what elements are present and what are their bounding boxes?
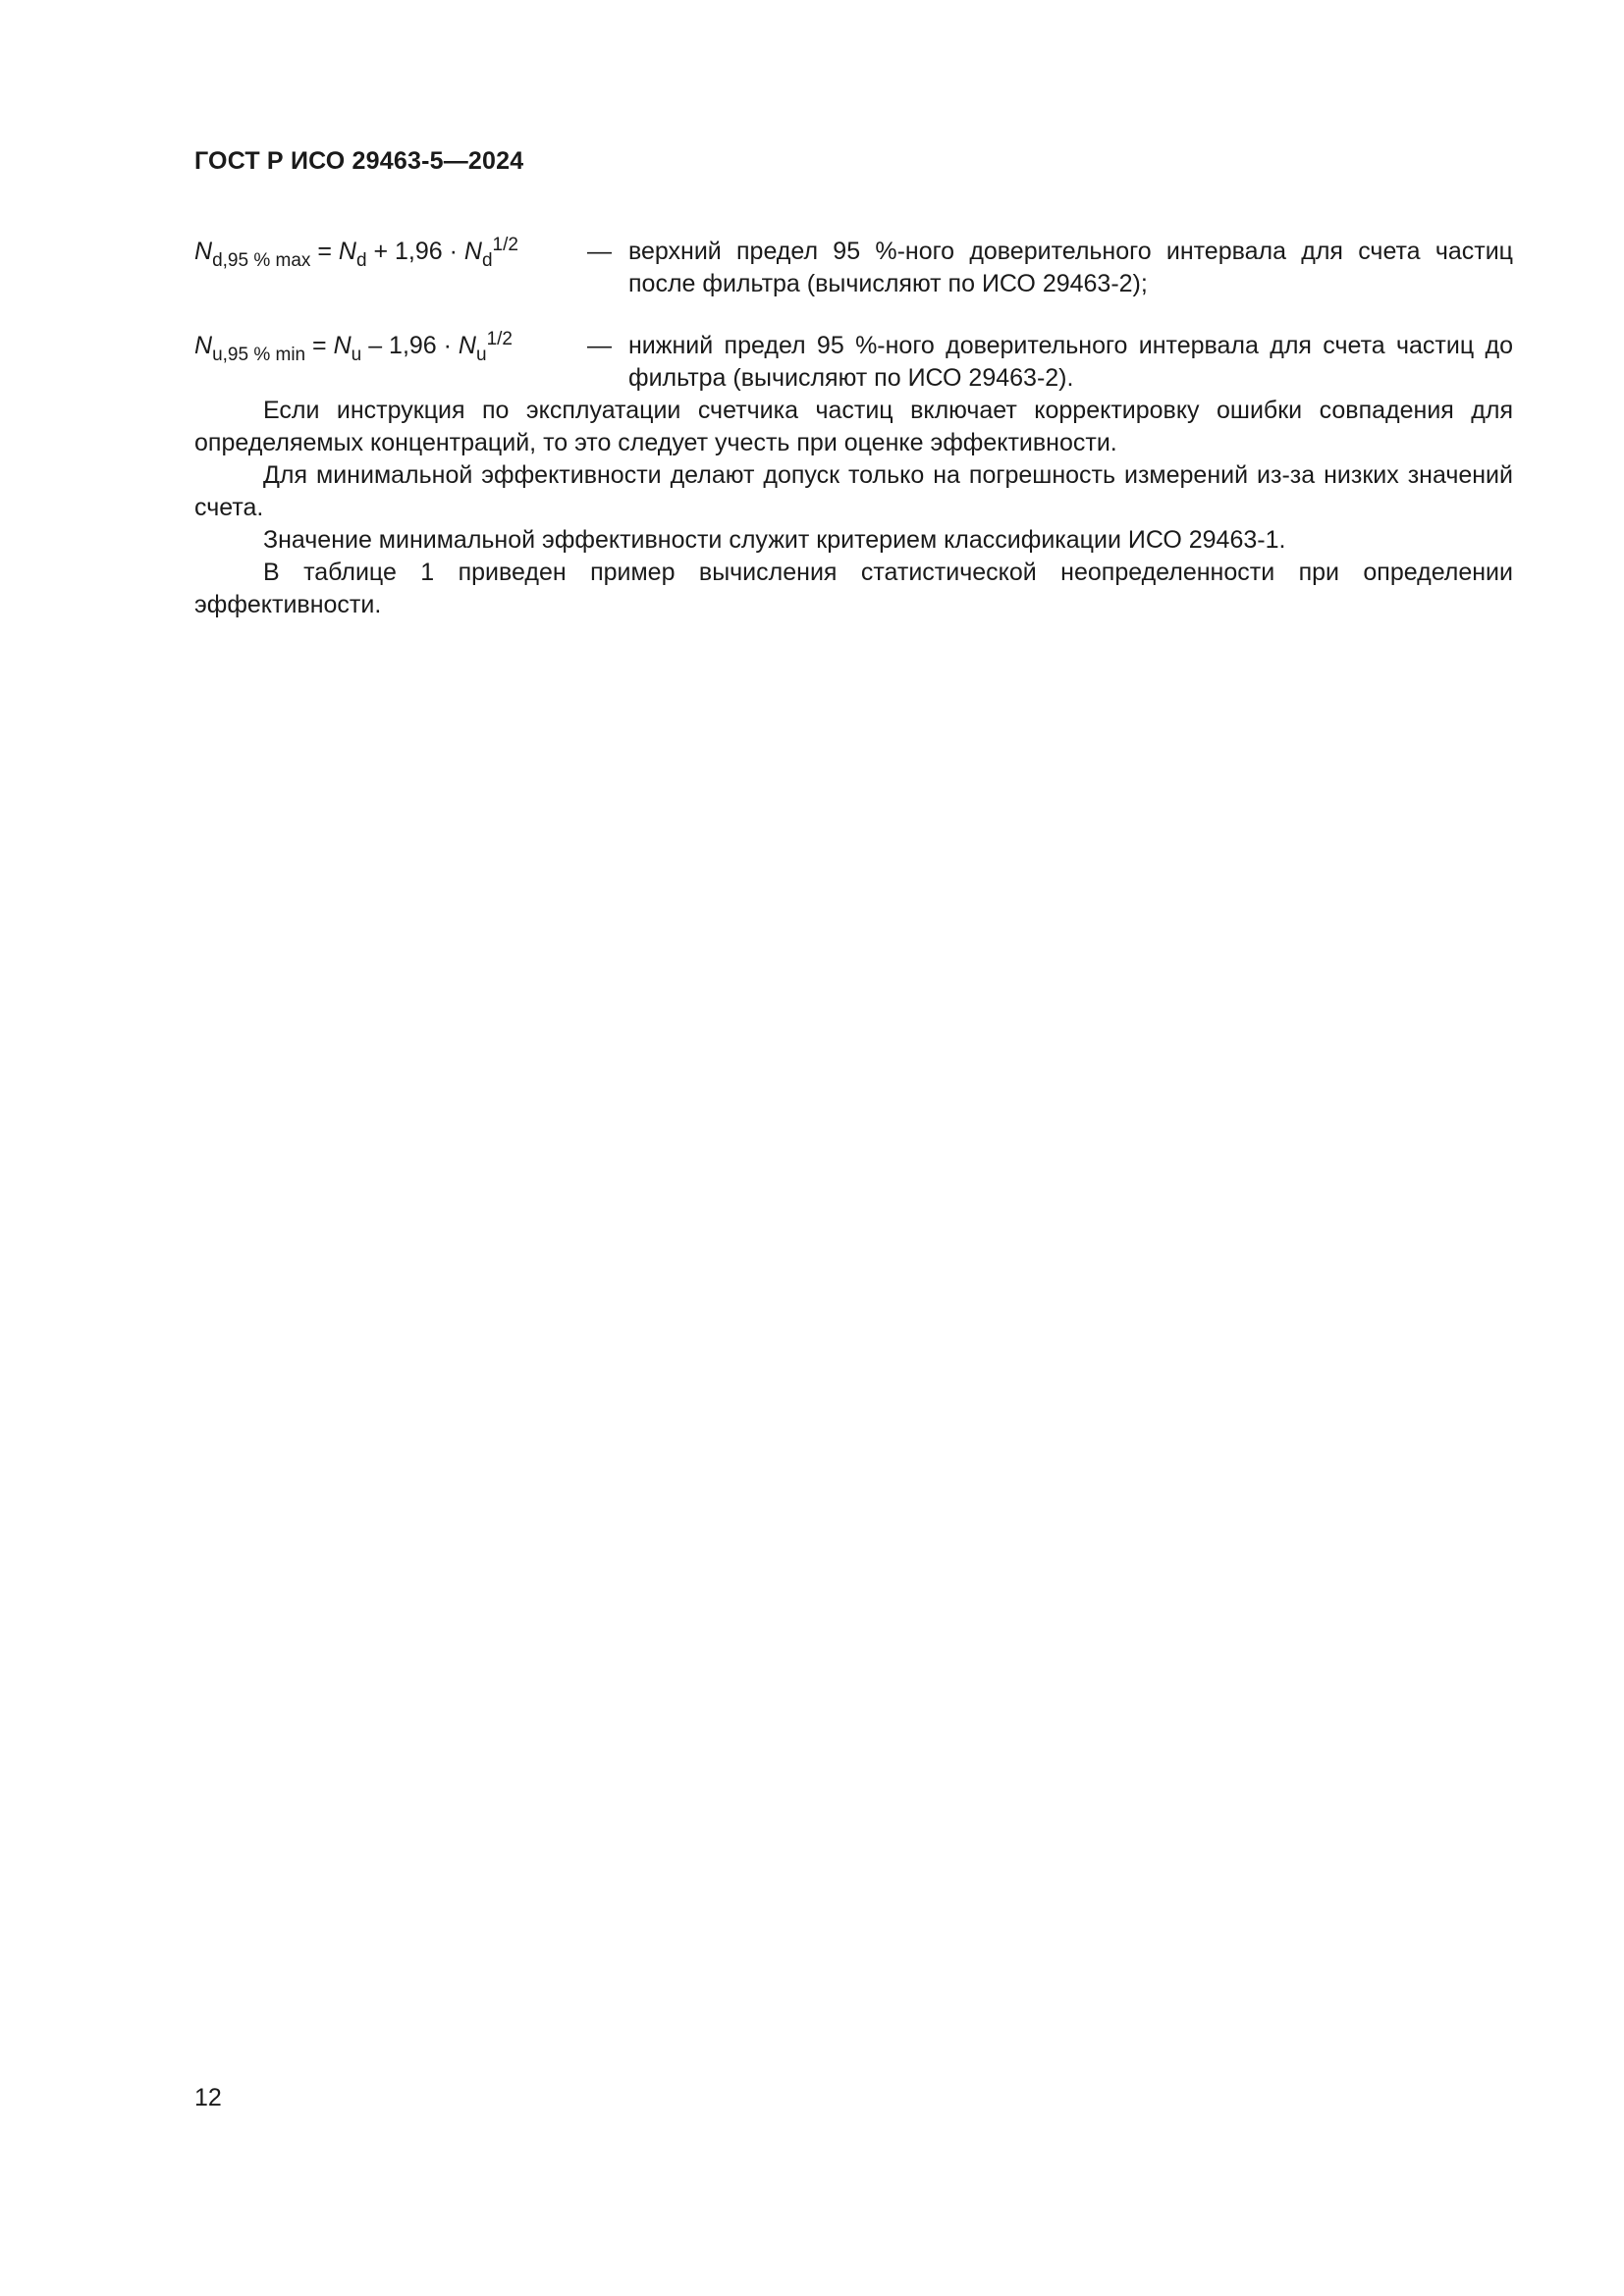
formula-variable: N: [458, 332, 476, 359]
definition-lower-limit: [194, 330, 1513, 395]
document-header: ГОСТ Р ИСО 29463-5—2024: [194, 147, 524, 175]
definition-dash: —: [587, 332, 612, 359]
definition-text: верхний предел 95 %-ного доверительного интервала для счета частиц после фильтра (вычисляют по ИСО 29463-2);: [628, 238, 1513, 297]
formula-exponent: 1/2: [486, 329, 513, 349]
formula-variable: N: [333, 332, 352, 359]
definition-upper-limit: [194, 236, 1513, 300]
formula-symbol-subscript: u,95 % min: [212, 345, 306, 365]
paragraph-minimum-efficiency-tolerance: Для минимальной эффективности делают допуск только на погрешность измерений из-за низких значений счета.: [194, 461, 1513, 521]
formula-variable-subscript: d: [355, 250, 367, 271]
formula-operator: =: [305, 332, 334, 359]
formula-lower-limit: [194, 329, 587, 365]
formula-variable-subscript: u: [475, 345, 487, 365]
definition-text: нижний предел 95 %-ного доверительного интервала для счета частиц до фильтра (вычисляют по ИСО 29463-2).: [628, 332, 1513, 392]
formula-variable-subscript: d: [481, 250, 493, 271]
formula-upper-limit: [194, 235, 587, 271]
document-body: [194, 236, 1513, 621]
formula-term: – 1,96 ·: [361, 332, 459, 359]
formula-symbol: N: [194, 238, 213, 265]
paragraph-table-reference: В таблице 1 приведен пример вычисления статистической неопределенности при определении эффективности.: [194, 559, 1513, 618]
formula-term: + 1,96 ·: [366, 238, 464, 265]
formula-symbol-subscript: d,95 % max: [212, 250, 311, 271]
paragraph-coincidence-error: Если инструкция по эксплуатации счетчика частиц включает корректировку ошибки совпадения для определяемых концентраций, то это следует учесть при оценке эффективности.: [194, 397, 1513, 456]
definition-dash: —: [587, 238, 612, 265]
formula-operator: =: [310, 238, 339, 265]
formula-exponent: 1/2: [492, 235, 518, 255]
page-number: 12: [194, 2084, 222, 2111]
formula-variable: N: [338, 238, 356, 265]
formula-variable: N: [463, 238, 482, 265]
formula-symbol: N: [194, 332, 213, 359]
paragraph-classification-criterion: Значение минимальной эффективности служит критерием классификации ИСО 29463-1.: [263, 526, 1286, 554]
formula-variable-subscript: u: [351, 345, 362, 365]
